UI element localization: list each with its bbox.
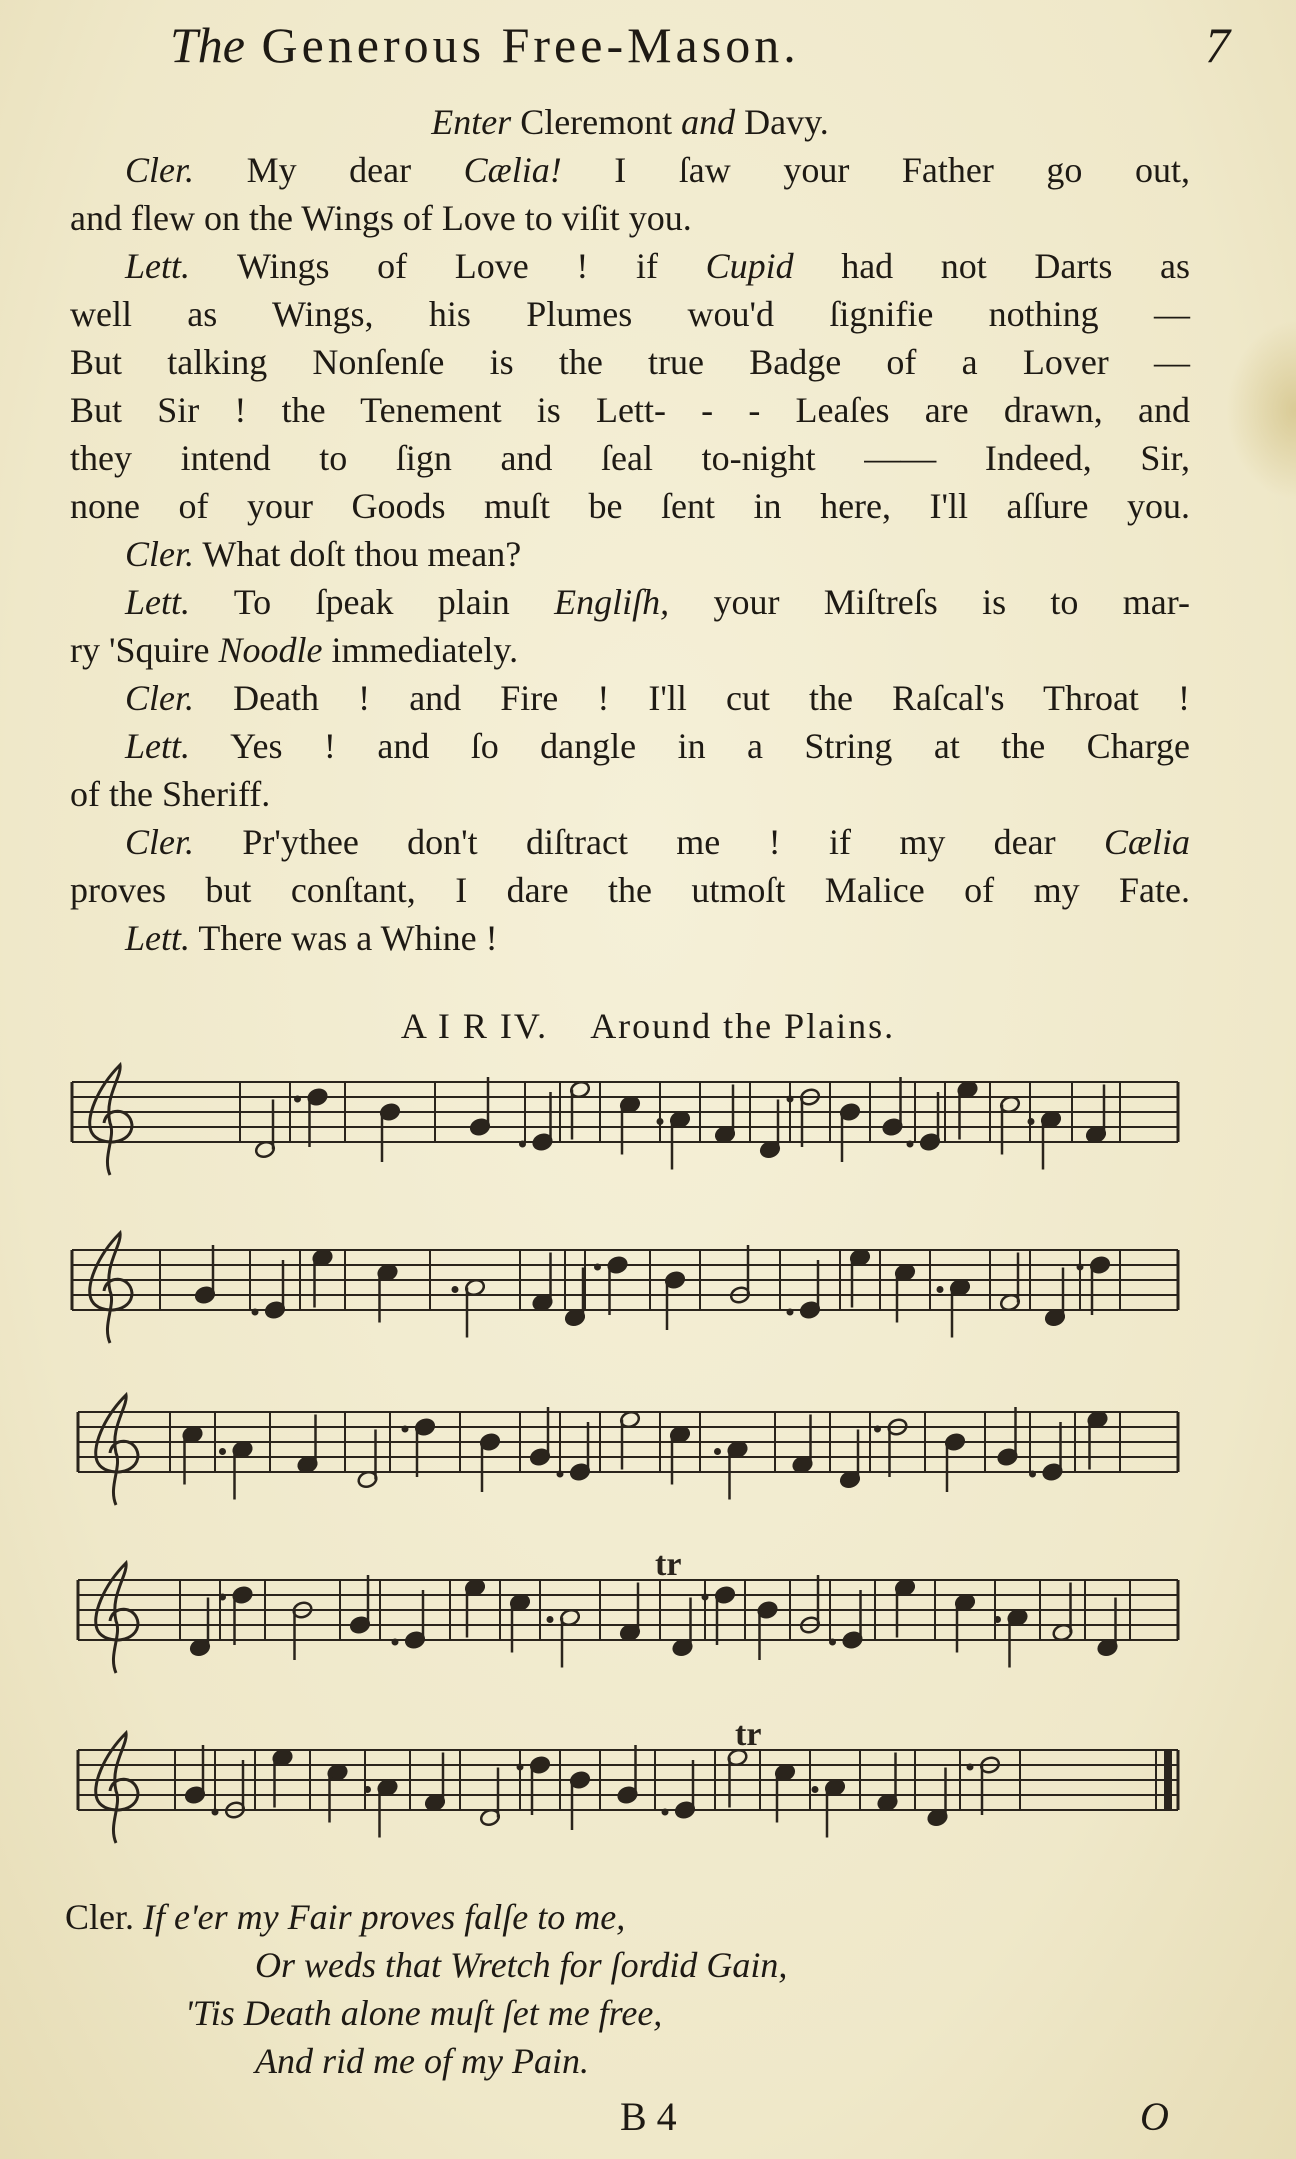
note-dot [452,1287,458,1293]
note-dot [547,1617,553,1623]
dialogue-text [70,98,1190,962]
text-line: Lett. Yes ! and ſo dangle in a String at the Charge [125,726,1190,766]
note-dot [212,1809,218,1815]
text-line: they intend to ſign and ſeal to-night —— Indeed, Sir, [70,438,1190,478]
note-dot [595,1264,601,1270]
air-number: A I R IV. [400,1006,549,1046]
speaker-name: Lett. [125,918,191,958]
music-score [0,1050,1296,1880]
speaker-name: Cler. [125,150,195,190]
note-dot [907,1141,913,1147]
header-article: The [170,17,245,73]
note-dot [787,1309,793,1315]
text-line: Cler. What doſt thou mean? [125,534,522,574]
note-dot [702,1594,708,1600]
note-dot [1030,1471,1036,1477]
note-dot [662,1809,668,1815]
song-verse [65,1893,1165,2085]
note-dot [220,1449,226,1455]
note-dot [220,1594,226,1600]
page-footer [0,2093,1296,2143]
trill-mark: tr [735,1716,762,1753]
speaker-name: Lett. [125,246,191,286]
stage-direction: Enter Cleremont and Davy. [431,102,829,142]
speaker-name: Cler. [125,534,195,574]
verse-line: If e'er my Fair proves falſe to me, [143,1897,626,1937]
verse-speaker: Cler. [65,1897,134,1937]
header-title: Generous Free-Mason. [261,17,800,73]
note-dot [392,1639,398,1645]
note-dot [830,1639,836,1645]
text-line: Lett. There was a Whine ! [125,918,498,958]
catchword: O [1140,2094,1169,2139]
text-line: Lett. To ſpeak plain Engliſh, your Miſtreſs is to mar- [125,582,1190,622]
text-line: But Sir ! the Tenement is Lett- - - Leaſes are drawn, and [70,390,1190,430]
text-line: well as Wings, his Plumes wou'd ſignifie nothing — [70,294,1190,334]
text-line: proves but conſtant, I dare the utmoſt Malice of my Fate. [70,870,1190,910]
text-line: none of your Goods muſt be ſent in here, I'll aſſure you. [70,486,1190,526]
note-dot [365,1787,371,1793]
note-dot [295,1096,301,1102]
note-dot [875,1426,881,1432]
text-line: and flew on the Wings of Love to viſit you. [70,198,692,238]
text-line: Cler. Pr'ythee don't diſtract me ! if my dear Cælia [125,822,1190,862]
text-line: Lett. Wings of Love ! if Cupid had not Darts as [125,246,1190,286]
text-line: Cler. My dear Cælia! I ſaw your Father go out, [125,150,1190,190]
verse-line: And rid me of my Pain. [255,2041,589,2081]
note-dot [252,1309,258,1315]
speaker-name: Lett. [125,582,191,622]
speaker-name: Cler. [125,822,195,862]
note-dot [995,1617,1001,1623]
text-line: Cler. Death ! and Fire ! I'll cut the Raſcal's Throat ! [125,678,1190,718]
note-dot [1028,1119,1034,1125]
speaker-name: Cler. [125,678,195,718]
note-dot [967,1764,973,1770]
note-dot [787,1096,793,1102]
page-number: 7 [1205,17,1230,73]
note-dot [1077,1264,1083,1270]
paper-stain [1226,320,1296,500]
running-header [170,10,1230,80]
text-line: of the Sheriff. [70,774,271,814]
note-dot [520,1141,526,1147]
note-dot [517,1764,523,1770]
text-line: ry 'Squire Noodle immediately. [70,630,519,670]
speaker-name: Lett. [125,726,191,766]
note-dot [557,1471,563,1477]
air-heading [0,1005,1296,1047]
verse-line: Or weds that Wretch for ſordid Gain, [255,1945,788,1985]
verse-line: 'Tis Death alone muſt ſet me free, [185,1993,663,2033]
signature-mark: B 4 [620,2094,677,2139]
text-line: But talking Nonſenſe is the true Badge of a Lover — [70,342,1190,382]
air-tune: Around the Plains. [590,1006,896,1046]
trill-mark: tr [655,1546,682,1583]
note-dot [937,1287,943,1293]
note-dot [402,1426,408,1432]
note-dot [715,1449,721,1455]
note-dot [812,1787,818,1793]
treble-clef-icon [90,1065,138,1843]
note-dot [657,1119,663,1125]
